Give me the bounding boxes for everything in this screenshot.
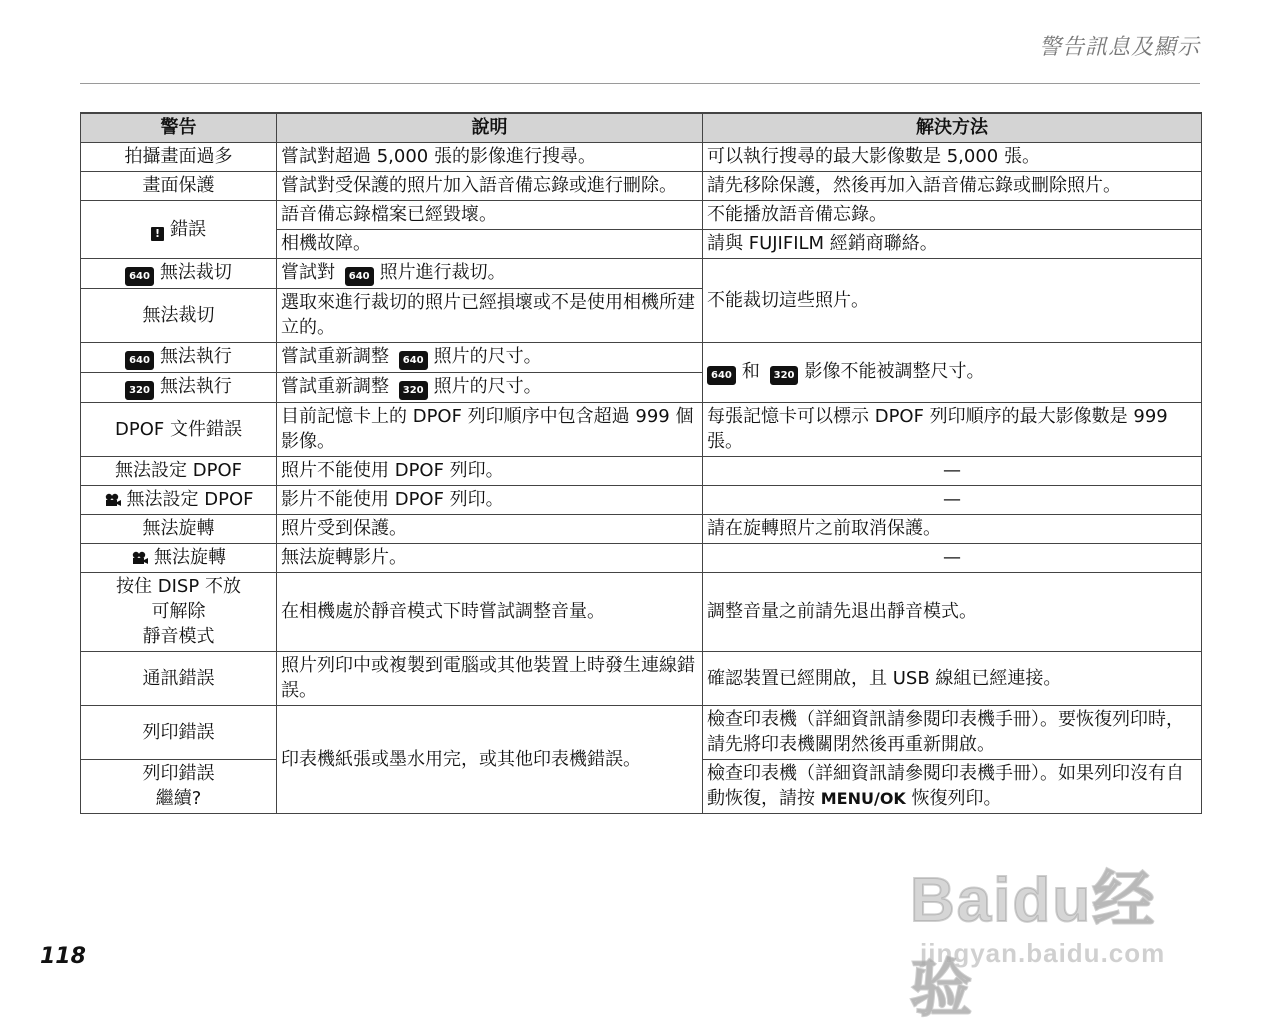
description-cell: 影片不能使用 DPOF 列印。 xyxy=(277,486,703,515)
solution-cell: — xyxy=(703,544,1202,573)
menu-ok-label: MENU/OK xyxy=(820,789,906,808)
description-cell: 語音備忘錄檔案已經毀壞。 xyxy=(277,201,703,230)
description-cell: 選取來進行裁切的照片已經損壞或不是使用相機所建立的。 xyxy=(277,289,703,343)
table-row xyxy=(81,706,1202,760)
image-size-640-icon: 640 xyxy=(125,267,154,286)
description-text: 照片進行裁切。 xyxy=(379,262,506,283)
watermark-url-text: jingyan.baidu.com xyxy=(920,938,1166,968)
description-cell: 照片受到保護。 xyxy=(277,515,703,544)
header-divider xyxy=(80,83,1200,84)
warning-cell xyxy=(81,573,277,652)
warning-cell xyxy=(81,259,277,289)
solution-cell: 可以執行搜尋的最大影像數是 5,000 張。 xyxy=(703,143,1202,172)
image-size-640-icon: 640 xyxy=(125,351,154,370)
warning-text: 無法設定 DPOF xyxy=(126,489,254,510)
description-cell: 在相機處於靜音模式下時嘗試調整音量。 xyxy=(277,573,703,652)
solution-text: 影像不能被調整尺寸。 xyxy=(804,361,985,382)
solution-cell: 不能裁切這些照片。 xyxy=(703,259,1202,343)
solution-cell: — xyxy=(703,457,1202,486)
description-cell: 無法旋轉影片。 xyxy=(277,544,703,573)
warning-text: 無法執行 xyxy=(159,346,232,367)
description-cell xyxy=(277,259,703,289)
table-row xyxy=(81,544,1202,573)
movie-icon xyxy=(131,551,149,565)
description-text: 嘗試重新調整 xyxy=(281,376,389,397)
table-row xyxy=(81,515,1202,544)
table-header-row xyxy=(81,113,1202,143)
table-row xyxy=(81,201,1202,230)
description-text: 嘗試重新調整 xyxy=(281,346,389,367)
warning-table xyxy=(80,112,1202,814)
description-cell: 照片不能使用 DPOF 列印。 xyxy=(277,457,703,486)
warning-text: 繼續? xyxy=(155,788,202,809)
image-size-640-icon: 640 xyxy=(707,366,736,385)
table-row xyxy=(81,457,1202,486)
info-icon: ! xyxy=(151,227,164,241)
description-cell: 相機故障。 xyxy=(277,230,703,259)
solution-cell: 每張記憶卡可以標示 DPOF 列印順序的最大影像數是 999 張。 xyxy=(703,403,1202,457)
description-cell: 印表機紙張或墨水用完，或其他印表機錯誤。 xyxy=(277,706,703,814)
warning-cell xyxy=(81,373,277,403)
description-text: 照片的尺寸。 xyxy=(433,346,542,367)
description-cell: 照片列印中或複製到電腦或其他裝置上時發生連線錯誤。 xyxy=(277,652,703,706)
warning-cell: 列印錯誤 xyxy=(81,706,277,760)
warning-cell: 無法裁切 xyxy=(81,289,277,343)
solution-cell: 調整音量之前請先退出靜音模式。 xyxy=(703,573,1202,652)
description-cell: 嘗試對超過 5,000 張的影像進行搜尋。 xyxy=(277,143,703,172)
solution-cell: 檢查印表機（詳細資訊請參閱印表機手冊）。要恢復列印時，請先將印表機關閉然後再重新開啟。 xyxy=(703,706,1202,760)
page-number: 118 xyxy=(40,944,86,969)
warning-cell xyxy=(81,201,277,259)
solution-cell xyxy=(703,760,1202,814)
table-row xyxy=(81,343,1202,373)
image-size-320-icon: 320 xyxy=(399,381,428,400)
warning-text: 無法旋轉 xyxy=(154,547,226,568)
table-row xyxy=(81,573,1202,652)
page-header-title: 警告訊息及顯示 xyxy=(1038,35,1200,60)
warning-cell xyxy=(81,343,277,373)
warning-cell: 拍攝畫面過多 xyxy=(81,143,277,172)
solution-cell: 請先移除保護，然後再加入語音備忘錄或刪除照片。 xyxy=(703,172,1202,201)
solution-cell: — xyxy=(703,486,1202,515)
movie-icon xyxy=(104,493,122,507)
watermark xyxy=(900,840,1220,1024)
warning-text: 按住 DISP 不放 xyxy=(116,576,241,597)
warning-cell: 畫面保護 xyxy=(81,172,277,201)
solution-cell: 不能播放語音備忘錄。 xyxy=(703,201,1202,230)
warning-text: 靜音模式 xyxy=(142,626,215,647)
solution-cell xyxy=(703,343,1202,403)
column-header-description: 說明 xyxy=(277,113,703,143)
solution-cell: 請與 FUJIFILM 經銷商聯絡。 xyxy=(703,230,1202,259)
warning-text: 可解除 xyxy=(151,601,206,622)
warning-cell: DPOF 文件錯誤 xyxy=(81,403,277,457)
warning-cell: 通訊錯誤 xyxy=(81,652,277,706)
warning-cell xyxy=(81,486,277,515)
table-row xyxy=(81,143,1202,172)
column-header-warning: 警告 xyxy=(81,113,277,143)
description-cell xyxy=(277,343,703,373)
watermark-logo-text: Baidu经验 xyxy=(910,866,1157,1024)
warning-text: 無法執行 xyxy=(159,376,232,397)
solution-text: 檢查印表機（詳細資訊請參閱印表機手冊）。如果列印沒有自動恢復，請按 xyxy=(707,763,1184,809)
solution-cell: 請在旋轉照片之前取消保護。 xyxy=(703,515,1202,544)
warning-cell xyxy=(81,544,277,573)
description-text: 嘗試對 xyxy=(281,262,335,283)
image-size-320-icon: 320 xyxy=(125,381,154,400)
description-cell xyxy=(277,373,703,403)
table-row xyxy=(81,652,1202,706)
image-size-320-icon: 320 xyxy=(770,366,799,385)
description-cell: 目前記憶卡上的 DPOF 列印順序中包含超過 999 個影像。 xyxy=(277,403,703,457)
description-cell: 嘗試對受保護的照片加入語音備忘錄或進行刪除。 xyxy=(277,172,703,201)
solution-text: 和 xyxy=(741,361,760,382)
column-header-solution: 解決方法 xyxy=(703,113,1202,143)
warning-cell: 無法設定 DPOF xyxy=(81,457,277,486)
table-row xyxy=(81,259,1202,289)
warning-text: 列印錯誤 xyxy=(142,763,215,784)
table-row xyxy=(81,486,1202,515)
table-row xyxy=(81,172,1202,201)
warning-text: 錯誤 xyxy=(170,218,206,240)
solution-text: 恢復列印。 xyxy=(911,788,1002,809)
image-size-640-icon: 640 xyxy=(399,351,428,370)
table-row xyxy=(81,403,1202,457)
description-text: 照片的尺寸。 xyxy=(433,376,542,397)
warning-cell xyxy=(81,760,277,814)
solution-cell: 確認裝置已經開啟，且 USB 線組已經連接。 xyxy=(703,652,1202,706)
warning-cell: 無法旋轉 xyxy=(81,515,277,544)
warning-text: 無法裁切 xyxy=(159,262,232,283)
image-size-640-icon: 640 xyxy=(345,267,374,286)
